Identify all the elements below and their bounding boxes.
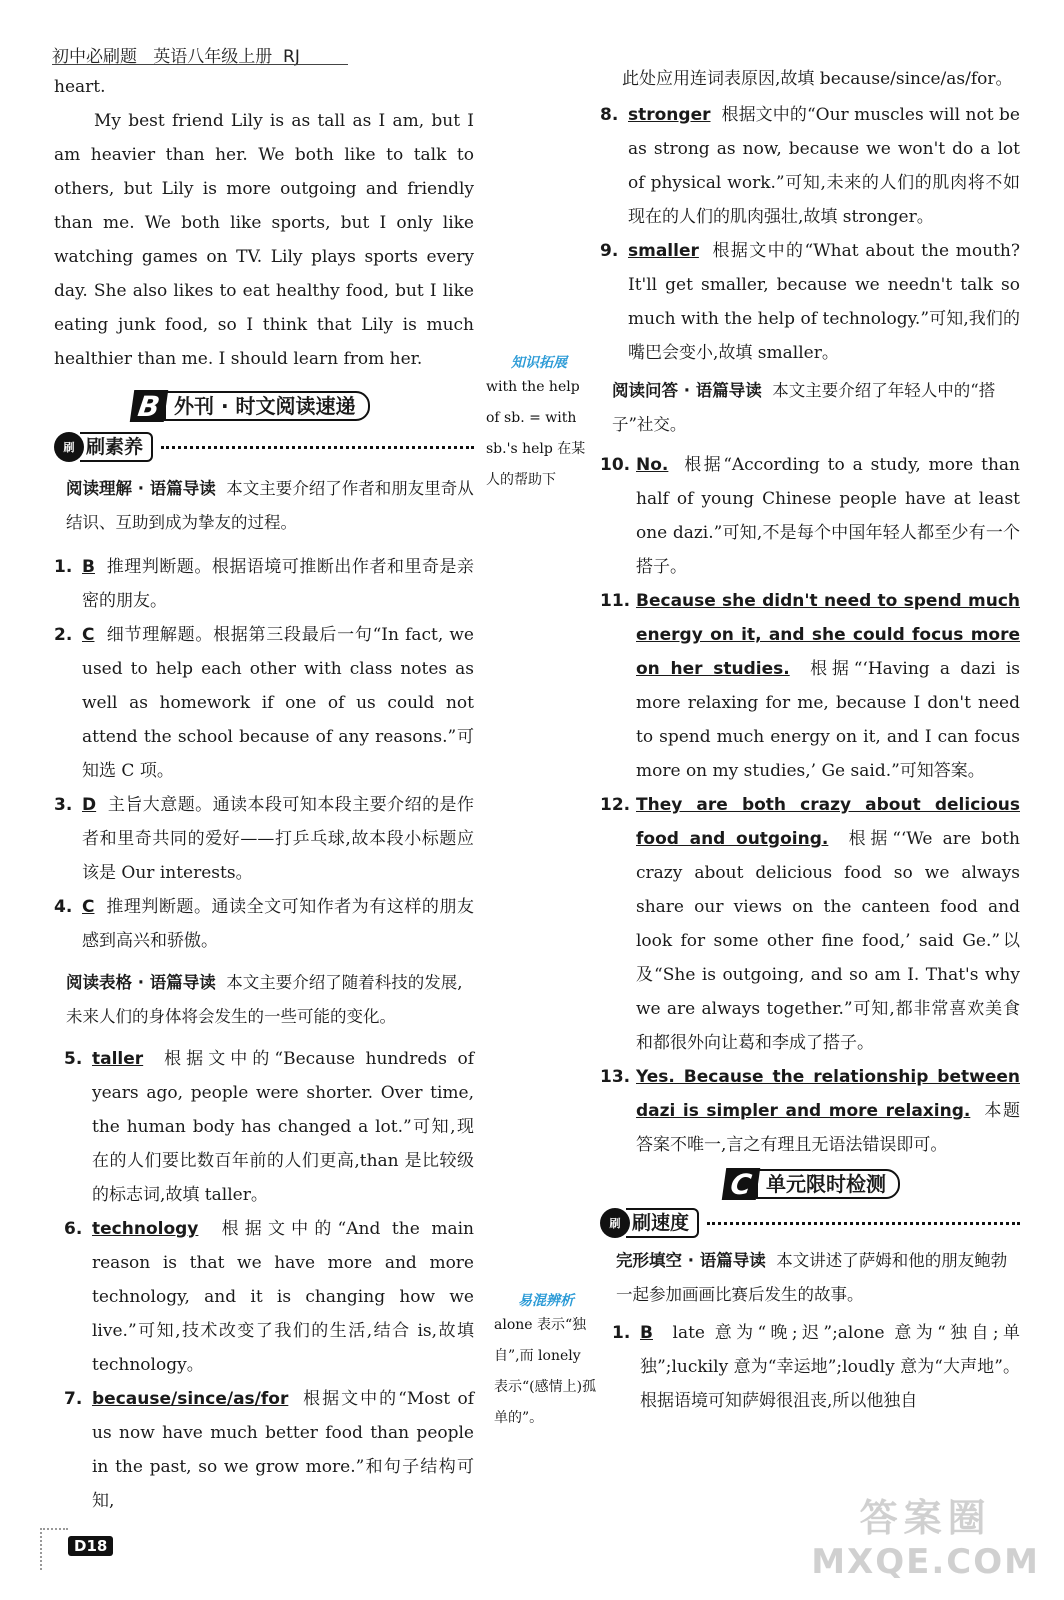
dotted-divider	[707, 1222, 1020, 1225]
item-answer: taller	[92, 1049, 144, 1069]
answer-item	[600, 584, 1020, 788]
banner-title: 外刊 · 时文阅读速递	[164, 391, 370, 421]
intro-head: 阅读问答 · 语篇导读	[612, 381, 762, 400]
answer-item	[600, 234, 1020, 370]
item-explanation: 根据文中的“What about the mouth? It'll get smaller, because we needn't talk so much with the help of technology.”可知,我们的嘴巴会变小,故填 smaller。	[628, 241, 1020, 363]
answer-list-2	[54, 1042, 474, 1518]
reading-intro-2	[54, 966, 474, 1034]
passage-paragraph: My best friend Lily is as tall as I am, but I am heavier than her. We both like to talk to others, but Lily is more outgoing and friendly than me. We both like sports, but I only like watching games on TV. Lily plays sports every day. She also likes to eat healthy food, but I like eating junk food, so I think that Lily is much healthier than me. I should learn from her.	[54, 111, 474, 369]
item-answer: Because she didn't need to spend much energy on it, and she could focus more on her studies.	[636, 591, 1020, 679]
item-explanation: 根据文中的“Our muscles will not be as strong as now, because we won't do a lot of physical work.”可知,未来的人们的肌肉将不如现在的人们的肌肉强壮,故填 stronger。	[628, 105, 1020, 227]
item-number: 7.	[64, 1389, 83, 1409]
item-explanation: 根据文中的“And the main reason is that we have more and more technology, and it is changing how we live.”可知,技术改变了我们的生活,结合 is,故填 technology。	[92, 1219, 475, 1375]
item-answer: No.	[636, 455, 669, 475]
item-explanation: 推理判断题。根据语境可推断出作者和里奇是亲密的朋友。	[82, 557, 474, 611]
left-column	[54, 76, 474, 1518]
answer-item	[600, 98, 1020, 234]
item-explanation: late 意为“晚;迟”;alone 意为“独自;单独”;luckily 意为“幸运地”;loudly 意为“大声地”。根据语境可知萨姆很沮丧,所以他独自	[640, 1323, 1020, 1411]
answer-item	[64, 1042, 474, 1212]
page-number: D18	[68, 1536, 113, 1556]
answer-item	[54, 618, 474, 788]
item-number: 6.	[64, 1219, 83, 1239]
item-answer: C	[82, 897, 95, 917]
answer-item	[64, 1382, 474, 1518]
answer-item	[54, 550, 474, 618]
item-answer: smaller	[628, 241, 699, 261]
header-edition: RJ	[283, 47, 300, 67]
banner-letter: B	[130, 390, 168, 422]
item-answer: D	[82, 795, 97, 815]
item-number: 3.	[54, 795, 73, 815]
reading-intro-4	[600, 1244, 1020, 1312]
side-note-confusable	[494, 1290, 598, 1434]
watermark-logo	[811, 1487, 1040, 1582]
answer-item	[54, 890, 474, 958]
item-answer: They are both crazy about delicious food and outgoing.	[636, 795, 1020, 849]
tag-label: 刷素养	[80, 432, 153, 462]
item-explanation: 本题答案不唯一,言之有理且无语法错误即可。	[636, 1101, 1021, 1155]
intro-head: 阅读理解 · 语篇导读	[66, 479, 216, 498]
item-answer: B	[82, 557, 95, 577]
dotted-divider	[161, 446, 474, 449]
section-banner-c	[724, 1168, 1020, 1200]
item-answer: B	[640, 1323, 653, 1343]
intro-head: 阅读表格 · 语篇导读	[66, 973, 216, 992]
item-answer: technology	[92, 1219, 199, 1239]
item-answer: because/since/as/for	[92, 1389, 289, 1409]
brush-icon: 刷	[54, 432, 84, 462]
item-explanation: 推理判断题。通读全文可知作者为有这样的朋友感到高兴和骄傲。	[82, 897, 474, 951]
tag-row	[54, 432, 474, 462]
header-subject: 英语八年级上册	[153, 47, 273, 67]
right-column	[600, 62, 1020, 1418]
corner-dots	[40, 1528, 68, 1570]
item-number: 13.	[600, 1067, 631, 1087]
answer-list-3	[600, 98, 1020, 370]
item-number: 9.	[600, 241, 619, 261]
intro-text: 本文主要介绍了作者和朋友里奇从结识、互助到成为挚友的过程。	[66, 479, 474, 532]
item-number: 11.	[600, 591, 631, 611]
item-7-continuation: 此处应用连词表原因,故填 because/since/as/for。	[622, 69, 1013, 89]
intro-text: 本文主要介绍了随着科技的发展,未来人们的身体将会发生的一些可能的变化。	[66, 973, 463, 1026]
answer-item	[600, 1060, 1020, 1162]
intro-text: 本文主要介绍了年轻人中的“搭子”社交。	[612, 381, 996, 434]
side-note-head: 知识拓展	[511, 355, 567, 371]
answer-item	[64, 1212, 474, 1382]
item-explanation: 细节理解题。根据第三段最后一句“In fact, we used to help each other with class notes as well as homework if one of us could not attend the school because of any reasons.”可知选 C 项。	[82, 625, 474, 781]
reading-intro-3	[600, 374, 1020, 442]
item-number: 10.	[600, 455, 631, 475]
side-note-text: with the help of sb. = with sb.'s help 在某人的帮助下	[486, 379, 586, 488]
item-number: 1.	[54, 557, 73, 577]
tag-row	[600, 1208, 1020, 1238]
item-explanation: 根据文中的“Because hundreds of years ago, people were shorter. Over time, the human body has changed a lot.”可知,现在的人们要比数百年前的人们更高,than 是比较级的标志词,故填 taller。	[92, 1049, 475, 1205]
banner-title: 单元限时检测	[756, 1169, 900, 1199]
watermark-line1: 答案圈	[859, 1496, 992, 1540]
side-note-knowledge	[486, 352, 592, 496]
item-explanation: 根据“According to a study, more than half of young Chinese people have at least one dazi.”可知,不是每个中国年轻人都至少有一个搭子。	[636, 455, 1020, 577]
item-answer: stronger	[628, 105, 711, 125]
para-continuation: heart.	[54, 77, 106, 97]
item-number: 8.	[600, 105, 619, 125]
answer-item	[600, 448, 1020, 584]
side-note-head: 易混辨析	[518, 1293, 574, 1309]
item-number: 5.	[64, 1049, 83, 1069]
item-number: 1.	[612, 1323, 631, 1343]
item-number: 12.	[600, 795, 631, 815]
answer-item	[600, 788, 1020, 1060]
item-explanation: 根据“‘Having a dazi is more relaxing for me, because I don't need to spend much energy on it, and I can focus more on my studies,’ Ge said.”可知答案。	[636, 659, 1020, 781]
item-number: 4.	[54, 897, 73, 917]
item-explanation: 主旨大意题。通读本段可知本段主要介绍的是作者和里奇共同的爱好——打乒乓球,故本段小标题应该是 Our interests。	[82, 795, 475, 883]
section-banner-b	[132, 390, 474, 422]
item-answer: Yes. Because the relationship between dazi is simpler and more relaxing.	[636, 1067, 1020, 1121]
item-answer: C	[82, 625, 95, 645]
item-explanation: 根据文中的“Most of us now have much better food than people in the past, so we grow more.”和句子结构可知,	[92, 1389, 474, 1511]
item-number: 2.	[54, 625, 73, 645]
header-rule	[52, 64, 348, 65]
answer-list-1	[54, 550, 474, 958]
answer-item	[54, 788, 474, 890]
watermark-line2: MXQE.COM	[811, 1542, 1040, 1582]
side-note-text: alone 表示“独自”,而 lonely 表示“(感情上)孤单的”。	[494, 1317, 597, 1426]
answer-item	[612, 1316, 1020, 1418]
intro-text: 本文讲述了萨姆和他的朋友鲍勃一起参加画画比赛后发生的故事。	[616, 1251, 1008, 1304]
intro-head: 完形填空 · 语篇导读	[616, 1251, 766, 1270]
answer-list-4	[600, 448, 1020, 1162]
reading-intro-1	[54, 472, 474, 540]
item-explanation: 根据“‘We are both crazy about delicious food so we always share our views on the canteen food and look for some other fine food,’ said Ge.”以及“She is outgoing, and so am I. That's why we are always together.”可知,都非常喜欢美食和都很外向让葛和李成了搭子。	[636, 829, 1020, 1053]
brush-icon: 刷	[600, 1208, 630, 1238]
tag-label: 刷速度	[626, 1208, 699, 1238]
answer-list-5	[600, 1316, 1020, 1418]
banner-letter: C	[722, 1168, 760, 1200]
header-book: 初中必刷题	[52, 47, 137, 67]
